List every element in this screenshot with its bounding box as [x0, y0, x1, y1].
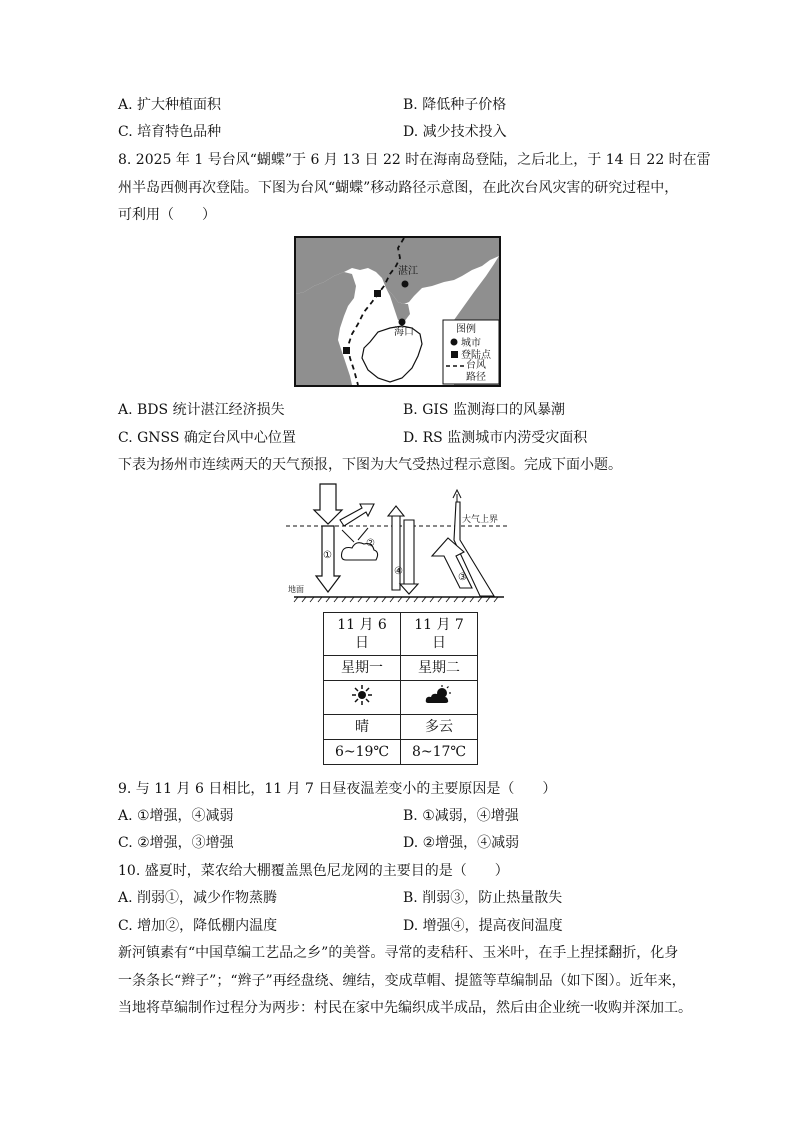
- q8-option-b: B. GIS 监测海口的风暴潮: [403, 402, 565, 418]
- weather-intro: 下表为扬州市连续两天的天气预报，下图为大气受热过程示意图。完成下面小题。: [118, 457, 622, 473]
- legend-city-label: 城市: [461, 338, 481, 349]
- day2-date-cell: 11 月 7 日: [401, 613, 478, 656]
- landing-point-2: [343, 347, 350, 354]
- typhoon-path-map: [294, 236, 501, 387]
- label-4: ④: [394, 566, 403, 577]
- q9-option-b: B. ①减弱，④增强: [403, 808, 519, 824]
- straw-intro-line-2: 一条条长“辫子”；“辫子”再经盘绕、缠结，变成草帽、提篮等草编制品（如下图）。近年来，: [118, 973, 686, 989]
- label-zhanjiang: 湛江: [398, 266, 418, 277]
- day1-temperature: 6~19℃: [324, 740, 401, 765]
- label-haikou: 海口: [394, 327, 414, 338]
- day1-date-cell: 11 月 6 日: [324, 613, 401, 656]
- q8-option-d: D. RS 监测城市内涝受灾面积: [403, 430, 588, 446]
- straw-intro-line-1: 新河镇素有“中国草编工艺品之乡”的美誉。寻常的麦秸秆、玉米叶，在手上捏揉翻折，化身: [118, 945, 679, 961]
- q8-stem-line-2: 州半岛西侧再次登陆。下图为台风“蝴蝶”移动路径示意图，在此次台风灾害的研究过程中，: [118, 180, 679, 196]
- q10-option-a: A. 削弱①，减少作物蒸腾: [118, 890, 278, 906]
- day2-icon-cell: [401, 681, 478, 715]
- legend-path-label-2: 路径: [466, 372, 486, 383]
- q9-stem: 9. 与 11 月 6 日相比，11 月 7 日昼夜温差变小的主要原因是（ ）: [118, 781, 557, 797]
- q10-option-b: B. 削弱③，防止热量散失: [403, 890, 563, 906]
- ground-label: 地面: [288, 585, 304, 594]
- legend-landing-label: 登陆点: [461, 350, 491, 361]
- day2-condition: 多云: [401, 715, 478, 740]
- day2-temperature: 8~17℃: [401, 740, 478, 765]
- label-3: ③: [458, 572, 467, 583]
- q9-option-d: D. ②增强，④减弱: [403, 835, 520, 851]
- day1-weekday: 星期一: [324, 656, 401, 681]
- label-1: ①: [323, 550, 332, 561]
- weather-forecast-table: [323, 612, 478, 765]
- q10-option-c: C. 增加②，降低棚内温度: [118, 918, 278, 934]
- q7-option-c: C. 培育特色品种: [118, 124, 222, 140]
- legend-landing-icon: [451, 351, 458, 358]
- sun-icon: [351, 684, 373, 706]
- day2-weekday: 星期二: [401, 656, 478, 681]
- q8-option-c: C. GNSS 确定台风中心位置: [118, 430, 296, 446]
- city-haikou-icon: [399, 319, 406, 326]
- q7-option-b: B. 降低种子价格: [403, 97, 507, 113]
- q9-option-c: C. ②增强，③增强: [118, 835, 234, 851]
- day1-condition: 晴: [324, 715, 401, 740]
- q10-stem: 10. 盛夏时，菜农给大棚覆盖黑色尼龙网的主要目的是（ ）: [118, 863, 509, 879]
- legend-title: 图例: [456, 324, 476, 335]
- q8-stem-line-3: 可利用（ ）: [118, 207, 216, 223]
- q7-option-d: D. 减少技术投入: [403, 124, 507, 140]
- atmospheric-heating-diagram: [284, 480, 510, 604]
- q7-option-a: A. 扩大种植面积: [118, 97, 222, 113]
- city-zhanjiang-icon: [402, 281, 409, 288]
- legend-path-label-1: 台风: [466, 360, 486, 371]
- landing-point-1: [374, 290, 381, 297]
- atmos-top-label: 大气上界: [462, 515, 499, 525]
- day1-icon-cell: [324, 681, 401, 715]
- q8-option-a: A. BDS 统计湛江经济损失: [118, 402, 285, 418]
- straw-intro-line-3: 当地将草编制作过程分为两步：村民在家中先编织成半成品，然后由企业统一收购并深加工。: [118, 1000, 692, 1016]
- partly-cloudy-icon: [425, 685, 453, 705]
- q8-stem-line-1: 8. 2025 年 1 号台风“蝴蝶”于 6 月 13 日 22 时在海南岛登陆，之后北上，于 14 日 22 时在雷: [118, 152, 711, 168]
- label-2: ②: [366, 538, 375, 549]
- q10-option-d: D. 增强④，提高夜间温度: [403, 918, 563, 934]
- legend-city-icon: [451, 339, 458, 346]
- q9-option-a: A. ①增强，④减弱: [118, 808, 234, 824]
